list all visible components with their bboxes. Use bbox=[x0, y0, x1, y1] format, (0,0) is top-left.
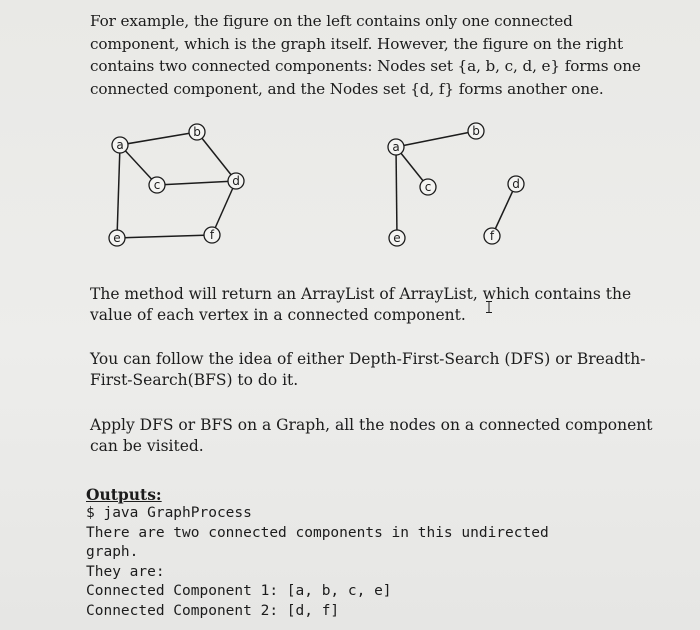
intro-line: component, which is the graph itself. However, the figure on the right bbox=[90, 34, 623, 53]
terminal-line: They are: bbox=[86, 563, 165, 580]
intro-paragraph bbox=[90, 10, 641, 100]
method-line: value of each vertex in a connected component. bbox=[90, 306, 466, 324]
node-label: b bbox=[472, 124, 480, 138]
node-d bbox=[508, 176, 524, 192]
edge-f-d bbox=[212, 181, 236, 235]
apply-line: can be visited. bbox=[90, 437, 204, 455]
edge-a-b bbox=[120, 132, 197, 145]
node-label: e bbox=[113, 231, 121, 245]
node-d bbox=[228, 173, 244, 189]
node-c bbox=[149, 177, 165, 193]
node-b bbox=[189, 124, 205, 140]
node-label: b bbox=[193, 125, 201, 139]
text-cursor-icon bbox=[484, 301, 494, 313]
follow-line: You can follow the idea of either Depth-First-Search (DFS) or Breadth- bbox=[90, 350, 646, 368]
terminal-line: $ java GraphProcess bbox=[86, 505, 252, 521]
apply-paragraph bbox=[90, 415, 652, 457]
edge-e-f bbox=[117, 235, 212, 238]
node-label: d bbox=[512, 177, 520, 191]
follow-line: First-Search(BFS) to do it. bbox=[90, 371, 299, 389]
left-graph-figure bbox=[100, 118, 260, 248]
node-label: f bbox=[489, 229, 495, 243]
intro-line: connected component, and the Nodes set {d, f} forms another one. bbox=[90, 79, 604, 98]
node-b bbox=[468, 123, 484, 139]
node-a bbox=[388, 139, 404, 155]
outputs-heading: Outputs: bbox=[86, 485, 162, 504]
intro-line: contains two connected components: Nodes set {a, b, c, d, e} forms one bbox=[90, 57, 641, 75]
node-label: e bbox=[393, 231, 401, 245]
terminal-line: graph. bbox=[86, 544, 139, 560]
node-a bbox=[112, 137, 128, 153]
edge-a-e bbox=[117, 145, 120, 238]
edge-c-d bbox=[157, 181, 236, 185]
node-label: a bbox=[116, 138, 124, 152]
method-line: The method will return an ArrayList of ArrayList, which contains the bbox=[90, 285, 632, 303]
terminal-line: There are two connected components in this undirected bbox=[86, 524, 549, 541]
outputs-section bbox=[86, 485, 549, 621]
node-e bbox=[389, 230, 405, 246]
node-label: c bbox=[153, 178, 161, 192]
method-paragraph bbox=[90, 284, 631, 326]
right-graph-figure bbox=[380, 118, 540, 248]
node-c bbox=[420, 179, 436, 195]
node-f bbox=[204, 227, 220, 243]
node-label: a bbox=[392, 140, 400, 154]
node-label: f bbox=[209, 228, 215, 242]
edge-a-e bbox=[396, 147, 397, 238]
node-e bbox=[109, 230, 125, 246]
follow-paragraph bbox=[90, 349, 645, 391]
node-f bbox=[484, 228, 500, 244]
edge-b-d bbox=[197, 132, 236, 181]
intro-line: For example, the figure on the left contains only one connected bbox=[90, 12, 573, 30]
edge-a-b bbox=[396, 131, 476, 147]
terminal-line: Connected Component 2: [d, f] bbox=[86, 602, 340, 619]
apply-line: Apply DFS or BFS on a Graph, all the nodes on a connected component bbox=[90, 416, 653, 434]
node-label: c bbox=[424, 180, 432, 194]
terminal-line: Connected Component 1: [a, b, c, e] bbox=[86, 583, 392, 599]
node-label: d bbox=[232, 174, 240, 188]
